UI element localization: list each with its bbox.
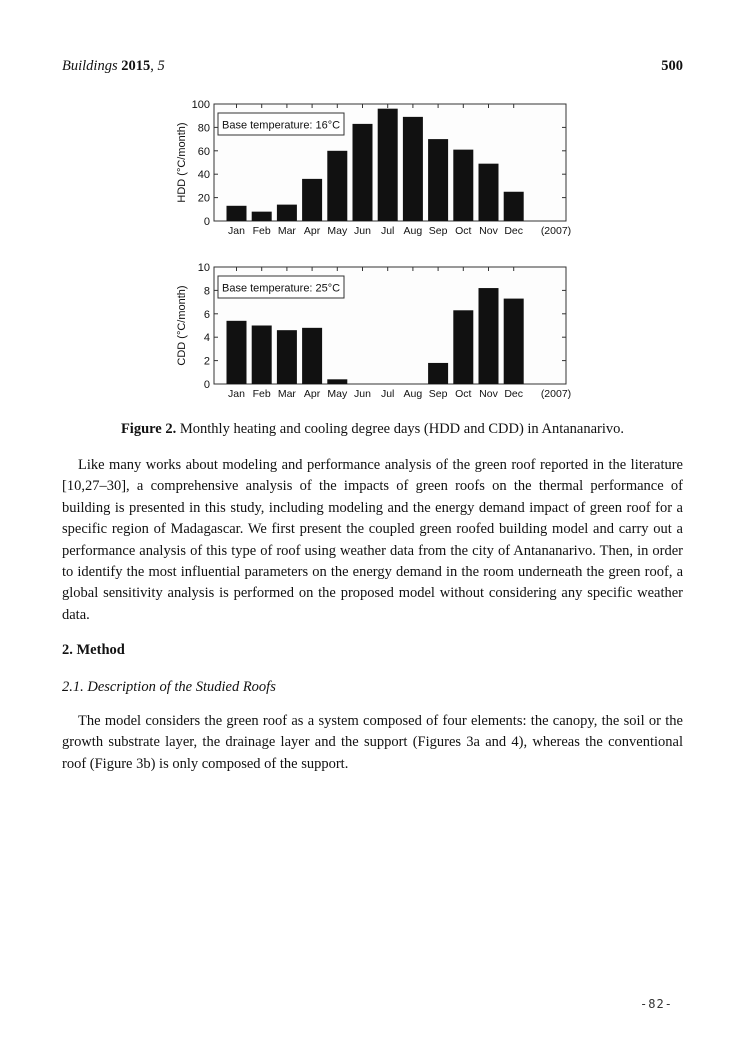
- x-tick-label: May: [327, 225, 348, 237]
- x-tick-label: Jun: [354, 388, 371, 400]
- x-tick-label: Aug: [403, 225, 423, 237]
- year-label: (2007): [540, 388, 572, 400]
- bar-apr: [302, 179, 322, 221]
- x-tick-label: Nov: [479, 388, 498, 400]
- bar-may: [327, 151, 347, 221]
- y-tick-label: 2: [203, 355, 210, 368]
- x-tick-label: Jul: [380, 388, 395, 400]
- annotation-text: Base temperature: 16°C: [222, 119, 341, 132]
- journal-citation: Buildings 2015, 5: [62, 58, 165, 74]
- x-tick-label: Feb: [252, 388, 271, 400]
- x-tick-label: Mar: [277, 225, 296, 237]
- y-tick-label: 20: [197, 192, 210, 205]
- y-tick-label: 8: [203, 285, 210, 298]
- hdd-bar-chart: [0, 95, 745, 245]
- y-tick-label: 6: [203, 308, 210, 321]
- y-tick-label: 100: [191, 99, 210, 111]
- x-tick-label: Dec: [504, 388, 524, 400]
- bar-mar: [277, 205, 297, 221]
- bar-jan: [227, 321, 247, 384]
- body-paragraph-2: The model considers the green roof as a system composed of four elements: the canopy, the soil or the growth substrate layer, the drainage layer and the support (Figures 3a and 4), whereas the conventional roof (Figure 3b) is only composed of the support.: [62, 713, 683, 772]
- x-tick-label: May: [327, 388, 348, 400]
- x-tick-label: Dec: [504, 225, 524, 237]
- journal-year: 2015: [121, 58, 151, 74]
- cdd-bar-chart: [0, 258, 745, 408]
- year-label: (2007): [540, 225, 572, 237]
- body-paragraph-1: Like many works about modeling and performance analysis of the green roof reported in the literature [10,27–30], a comprehensive analysis of the impacts of green roofs on the thermal performance of building is presented in this study, including modeling and the energy demand impact of green roof for a specific region of Madagascar. We first present the coupled green roofed building model and carry out a performance analysis of this type of roof using weather data from the city of Antananarivo. Then, in order to identify the most influential parameters on the energy demand in the room underneath the green roof, a global sensitivity analysis is performed on the proposed model without considering any specific weather data.: [62, 457, 683, 623]
- bar-dec: [504, 299, 524, 384]
- y-tick-label: 40: [197, 169, 210, 182]
- bar-jul: [378, 109, 398, 221]
- journal-name: Buildings: [62, 58, 118, 74]
- bar-nov: [479, 164, 499, 221]
- x-tick-label: Apr: [303, 225, 321, 237]
- x-tick-label: Jan: [228, 388, 245, 400]
- y-tick-label: 4: [203, 332, 210, 345]
- annotation-text: Base temperature: 25°C: [222, 282, 341, 295]
- bar-oct: [453, 310, 473, 384]
- bar-feb: [252, 326, 272, 385]
- figure-caption-label: Figure 2.: [120, 421, 177, 437]
- journal-volume: 5: [157, 58, 165, 74]
- y-axis-label: HDD (°C/month): [176, 122, 188, 203]
- section-heading: 2. Method: [62, 642, 125, 658]
- y-axis-label: CDD (°C/month): [176, 285, 188, 366]
- bar-sep: [428, 363, 448, 384]
- page-marker: -82-: [640, 997, 673, 1011]
- subsection-heading: 2.1. Description of the Studied Roofs: [62, 679, 276, 695]
- bar-mar: [277, 330, 297, 384]
- bar-nov: [479, 288, 499, 384]
- y-tick-label: 60: [197, 145, 210, 158]
- x-tick-label: Feb: [252, 225, 271, 237]
- x-tick-label: Apr: [303, 388, 321, 400]
- running-header: [62, 58, 683, 78]
- bar-sep: [428, 139, 448, 221]
- bar-dec: [504, 192, 524, 221]
- x-tick-label: Sep: [428, 225, 448, 237]
- y-tick-label: 10: [197, 262, 210, 274]
- bar-may: [327, 379, 347, 384]
- bar-jun: [353, 124, 373, 221]
- y-tick-label: 80: [197, 122, 210, 135]
- figure-caption: [0, 421, 745, 438]
- bar-oct: [453, 150, 473, 221]
- bar-feb: [252, 212, 272, 221]
- page-number: 500: [661, 58, 683, 74]
- x-tick-label: Nov: [479, 225, 498, 237]
- x-tick-label: Aug: [403, 388, 423, 400]
- y-tick-label: 0: [203, 216, 210, 228]
- x-tick-label: Jul: [380, 225, 395, 237]
- x-tick-label: Mar: [277, 388, 296, 400]
- x-tick-label: Sep: [428, 388, 448, 400]
- x-tick-label: Oct: [455, 225, 472, 237]
- bar-jan: [227, 206, 247, 221]
- x-tick-label: Jun: [354, 225, 371, 237]
- x-tick-label: Oct: [455, 388, 472, 400]
- bar-aug: [403, 117, 423, 221]
- figure-caption-text: Monthly heating and cooling degree days (HDD and CDD) in Antananarivo.: [176, 421, 625, 437]
- bar-apr: [302, 328, 322, 384]
- y-tick-label: 0: [203, 379, 210, 391]
- x-tick-label: Jan: [228, 225, 245, 237]
